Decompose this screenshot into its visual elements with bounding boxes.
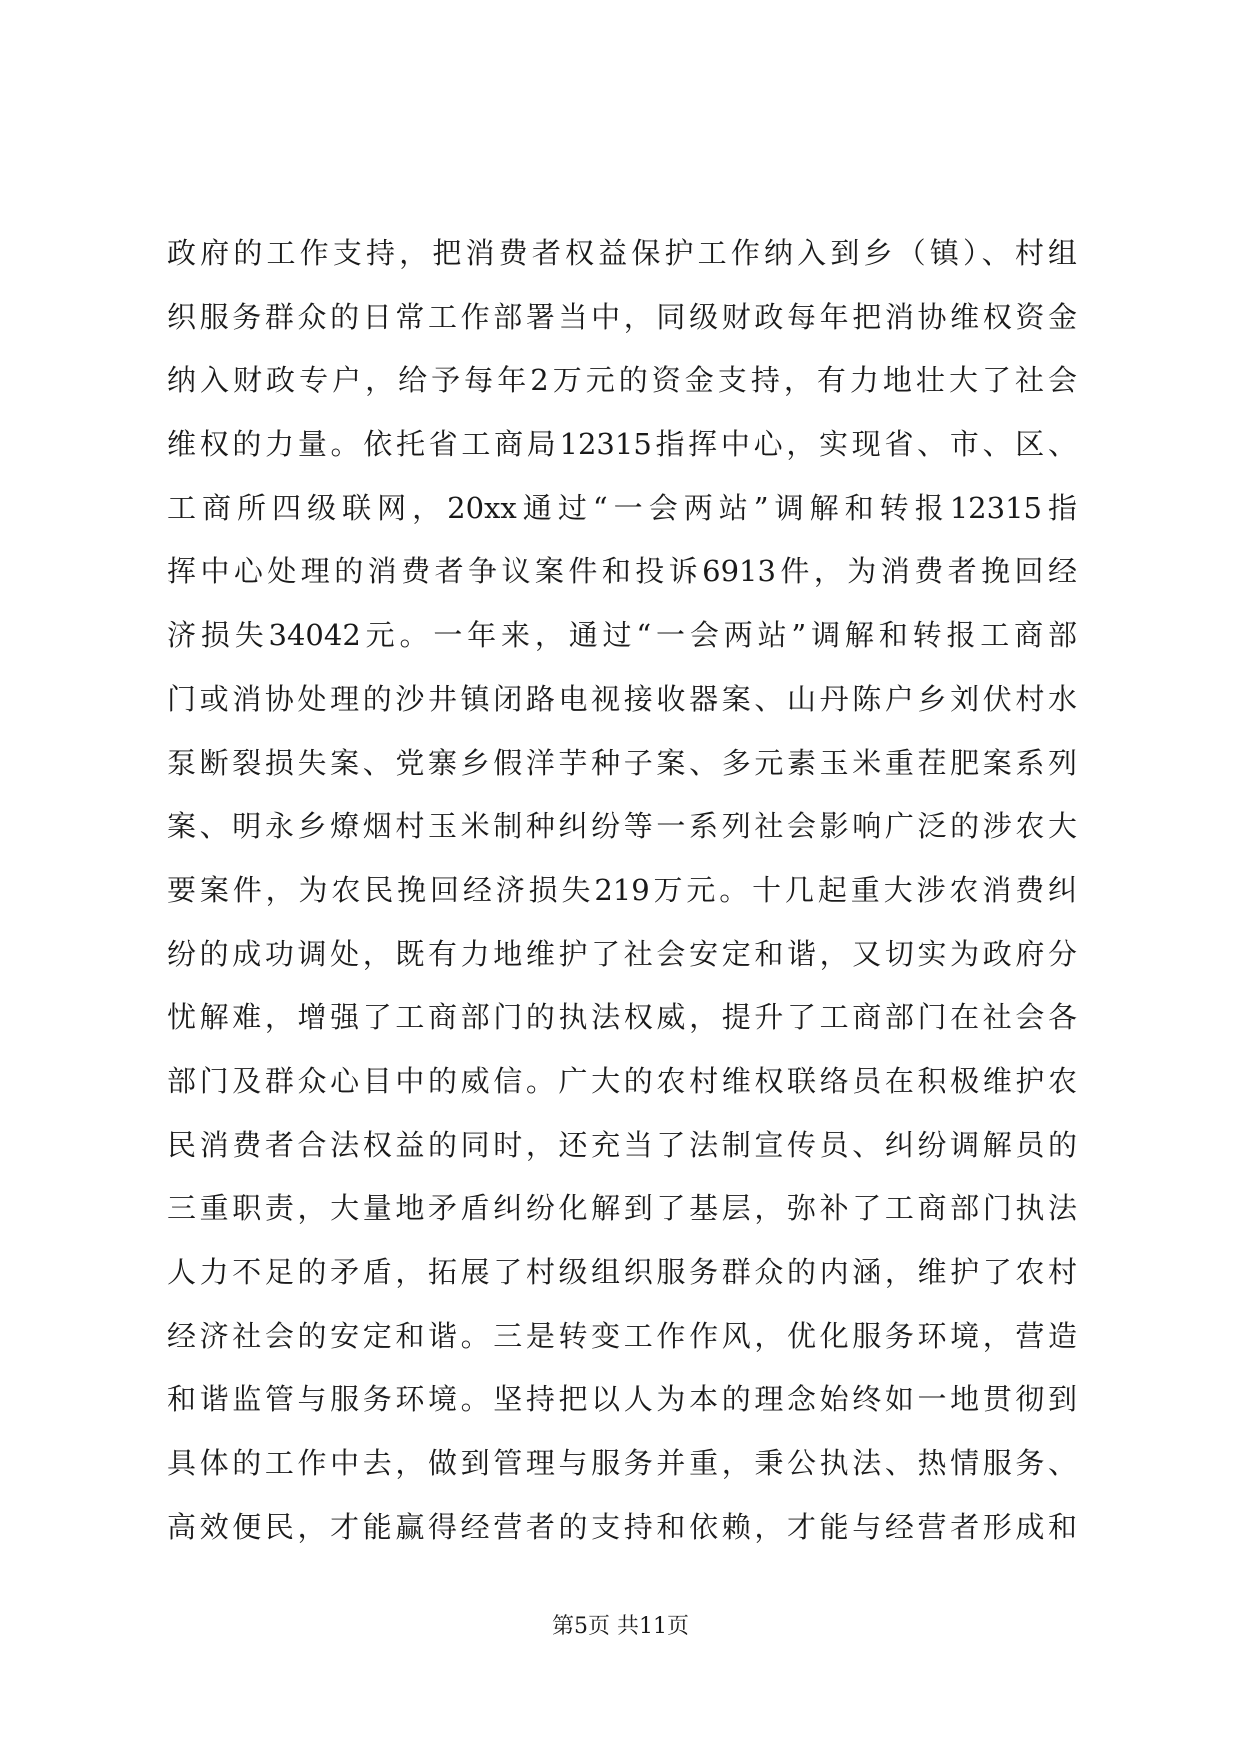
text-line: 民消费者合法权益的同时，还充当了法制宣传员、纠纷调解员的 — [167, 1127, 1077, 1162]
text-line: 维权的力量。依托省工商局12315指挥中心，实现省、市、区、 — [167, 427, 1077, 462]
text-line: 案、明永乡燎烟村玉米制种纠纷等一系列社会影响广泛的涉农大 — [167, 809, 1077, 844]
text-line: 挥中心处理的消费者争议案件和投诉6913件，为消费者挽回经 — [167, 554, 1077, 589]
body-text — [167, 222, 1077, 1559]
text-line: 工商所四级联网，20xx通过“一会两站”调解和转报12315指 — [167, 490, 1077, 525]
text-line: 政府的工作支持，把消费者权益保护工作纳入到乡（镇）、村组 — [167, 236, 1077, 270]
text-line: 高效便民，才能赢得经营者的支持和依赖，才能与经营者形成和 — [167, 1509, 1077, 1544]
text-line: 要案件，为农民挽回经济损失219万元。十几起重大涉农消费纠 — [167, 872, 1077, 907]
text-line: 和谐监管与服务环境。坚持把以人为本的理念始终如一地贯彻到 — [167, 1382, 1077, 1417]
text-line: 忧解难，增强了工商部门的执法权威，提升了工商部门在社会各 — [167, 1000, 1077, 1035]
text-line: 济损失34042元。一年来，通过“一会两站”调解和转报工商部 — [167, 618, 1077, 653]
text-line: 纳入财政专户，给予每年2万元的资金支持，有力地壮大了社会 — [167, 363, 1077, 398]
text-line: 纷的成功调处，既有力地维护了社会安定和谐，又切实为政府分 — [167, 936, 1077, 971]
text-line: 门或消协处理的沙井镇闭路电视接收器案、山丹陈户乡刘伏村水 — [167, 681, 1077, 716]
page-footer: 第5页 共11页 — [552, 1614, 689, 1639]
text-line: 织服务群众的日常工作部署当中，同级财政每年把消协维权资金 — [167, 299, 1077, 334]
text-line: 三重职责，大量地矛盾纠纷化解到了基层，弥补了工商部门执法 — [167, 1191, 1077, 1226]
text-line: 部门及群众心目中的威信。广大的农村维权联络员在积极维护农 — [167, 1063, 1077, 1098]
text-line: 经济社会的安定和谐。三是转变工作作风，优化服务环境，营造 — [167, 1318, 1077, 1353]
text-line: 人力不足的矛盾，拓展了村级组织服务群众的内涵，维护了农村 — [167, 1255, 1077, 1289]
text-line: 具体的工作中去，做到管理与服务并重，秉公执法、热情服务、 — [167, 1446, 1077, 1481]
text-line: 泵断裂损失案、党寨乡假洋芋种子案、多元素玉米重茬肥案系列 — [167, 745, 1077, 780]
